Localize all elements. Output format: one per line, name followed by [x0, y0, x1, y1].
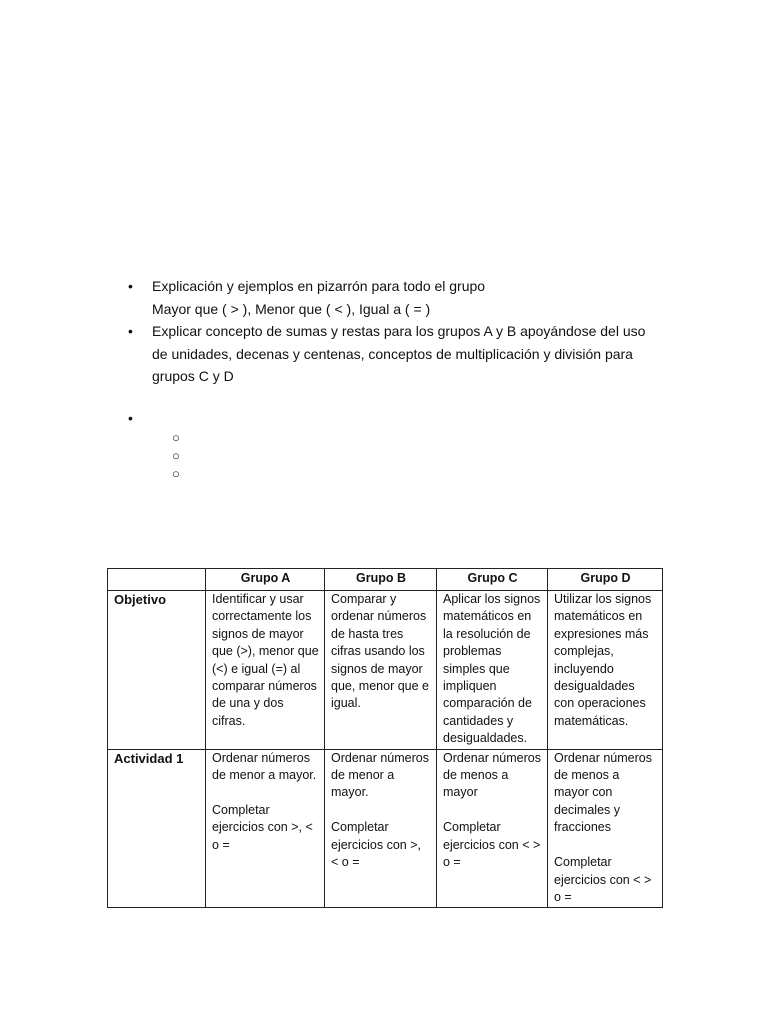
table-cell: Utilizar los signos matemáticos en expresiones más complejas, incluyendo desigualdades con operaciones matemáticas.	[548, 591, 663, 750]
empty-sub-item	[126, 429, 666, 447]
table-header-row	[108, 569, 663, 591]
hollow-circle-icon: ○	[172, 465, 180, 481]
hollow-circle-icon: ○	[172, 447, 180, 463]
table-cell: Ordenar números de menos a mayor con decimales y fracciones Completar ejercicios con < > o =	[548, 749, 663, 908]
bullet-line: Explicar concepto de sumas y restas para los grupos A y B apoyándose del uso	[152, 323, 646, 339]
bullet-item	[126, 275, 666, 320]
empty-sub-item	[126, 447, 666, 465]
table-row	[108, 591, 663, 750]
table-cell: Identificar y usar correctamente los signos de mayor que (>), menor que (<) e igual (=) al comparar números de una y dos cifras.	[206, 591, 325, 750]
table-header-cell	[108, 569, 206, 591]
bullet-line: Mayor que ( > ), Menor que ( < ), Igual a ( = )	[152, 300, 431, 317]
empty-sub-list	[126, 429, 666, 483]
row-label: Actividad 1	[108, 749, 206, 908]
table-cell: Ordenar números de menor a mayor. Completar ejercicios con >, < o =	[206, 749, 325, 908]
table-header-cell: Grupo B	[325, 569, 437, 591]
table-header-cell: Grupo C	[437, 569, 548, 591]
empty-bullet-item	[126, 407, 666, 429]
table-cell: Aplicar los signos matemáticos en la resolución de problemas simples que impliquen comparación de cantidades y desigualdades.	[437, 591, 548, 750]
empty-sub-item	[126, 465, 666, 483]
table-cell: Ordenar números de menos a mayor Completar ejercicios con < > o =	[437, 749, 548, 908]
table-row	[108, 749, 663, 908]
group-plan-table	[107, 568, 663, 908]
row-label: Objetivo	[108, 591, 206, 750]
table-header-cell: Grupo D	[548, 569, 663, 591]
bullet-dot-icon: •	[128, 278, 133, 294]
hollow-circle-icon: ○	[172, 429, 180, 445]
bullet-dot-icon: •	[128, 323, 133, 339]
bullet-item	[126, 320, 666, 388]
bullet-line: Explicación y ejemplos en pizarrón para todo el grupo	[152, 278, 486, 294]
bullet-dot-icon: •	[128, 409, 133, 426]
table-header-cell: Grupo A	[206, 569, 325, 591]
table-cell: Comparar y ordenar números de hasta tres cifras usando los signos de mayor que, menor que e igual.	[325, 591, 437, 750]
bullet-line: grupos C y D	[152, 368, 234, 384]
bullet-list	[126, 275, 666, 483]
table-cell: Ordenar números de menor a mayor. Completar ejercicios con >, < o =	[325, 749, 437, 908]
bullet-line: de unidades, decenas y centenas, conceptos de multiplicación y división para	[152, 345, 633, 362]
